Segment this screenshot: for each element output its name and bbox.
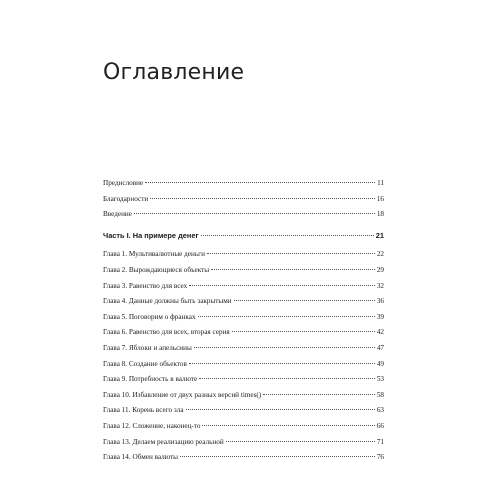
dot-leader: [198, 316, 375, 317]
toc-entry-title: Глава 11. Корень всего зла: [103, 406, 184, 415]
toc-entry-title: Глава 4. Данные должны быть закрытыми: [103, 297, 232, 306]
toc-entry-title: Глава 3. Равенство для всех: [103, 281, 188, 290]
toc-entry-page: 53: [376, 375, 384, 384]
toc-entry-page: 47: [376, 343, 384, 352]
toc-entry-page: 11: [377, 179, 384, 187]
toc-entry-chapter-13[interactable]: [103, 435, 384, 451]
dot-leader: [207, 253, 375, 254]
toc-entry-page: 22: [376, 250, 384, 259]
toc-entry-page: 18: [376, 210, 384, 219]
dot-leader: [232, 331, 375, 332]
toc-entry-title: Глава 1. Мультивалютные деньги: [103, 250, 205, 259]
toc-entry-page: 39: [376, 312, 384, 321]
toc-entry-page: 16: [376, 194, 384, 203]
dot-leader: [134, 213, 375, 214]
toc-entry-title: Предисловие: [103, 179, 144, 187]
toc-entry-chapter-10[interactable]: [103, 388, 384, 404]
toc-entry-preface[interactable]: [103, 176, 384, 192]
toc-entry-part-1[interactable]: [103, 228, 384, 244]
dot-leader: [211, 269, 375, 270]
toc-entry-page: 58: [376, 390, 384, 399]
toc-entry-chapter-9[interactable]: [103, 372, 384, 388]
dot-leader: [150, 198, 375, 199]
toc-entry-title: Глава 2. Вырождающиеся объекты: [103, 265, 210, 274]
toc-entry-page: 49: [376, 359, 384, 368]
toc-part-page: 21: [375, 230, 384, 240]
toc-entry-title: Глава 5. Поговорим о франках: [103, 312, 196, 321]
toc-entry-chapter-5[interactable]: [103, 310, 384, 326]
toc-entry-chapter-6[interactable]: [103, 325, 384, 341]
toc-entry-page: 29: [376, 265, 384, 274]
toc-entry-title: Введение: [103, 210, 132, 219]
page-title: Оглавление: [103, 59, 245, 85]
table-of-contents: [103, 176, 384, 466]
toc-entry-title: Глава 6. Равенство для всех, вторая серия: [103, 328, 230, 337]
toc-entry-chapter-12[interactable]: [103, 419, 384, 435]
dot-leader: [263, 394, 375, 395]
toc-entry-title: Глава 12. Сложение, наконец-то: [103, 421, 201, 430]
dot-leader: [201, 235, 374, 236]
toc-entry-chapter-11[interactable]: [103, 403, 384, 419]
toc-entry-title: Глава 9. Потребность в валюте: [103, 375, 198, 384]
toc-entry-title: Глава 13. Делаем реализацию реальной: [103, 437, 224, 446]
toc-entry-acknowledgements[interactable]: [103, 192, 384, 208]
toc-entry-page: 42: [376, 328, 384, 337]
toc-entry-chapter-2[interactable]: [103, 263, 384, 279]
dot-leader: [189, 363, 375, 364]
toc-entry-title: Глава 7. Яблоки и апельсины: [103, 343, 192, 352]
dot-leader: [202, 425, 374, 426]
dot-leader: [186, 409, 375, 410]
toc-entry-chapter-1[interactable]: [103, 247, 384, 263]
dot-leader: [145, 182, 375, 183]
toc-entry-chapter-4[interactable]: [103, 294, 384, 310]
dot-leader: [234, 300, 375, 301]
dot-leader: [199, 378, 375, 379]
toc-entry-title: Глава 8. Создание объектов: [103, 359, 187, 368]
toc-entry-page: 63: [376, 406, 384, 415]
dot-leader: [189, 285, 375, 286]
toc-entry-page: 32: [376, 281, 384, 290]
toc-entry-chapter-8[interactable]: [103, 357, 384, 373]
toc-entry-chapter-3[interactable]: [103, 279, 384, 295]
dot-leader: [180, 456, 375, 457]
toc-entry-introduction[interactable]: [103, 207, 384, 223]
dot-leader: [226, 441, 375, 442]
toc-entry-title: Благодарности: [103, 194, 149, 203]
toc-entry-chapter-7[interactable]: [103, 341, 384, 357]
toc-entry-page: 71: [376, 437, 384, 446]
toc-entry-page: 36: [376, 297, 384, 306]
toc-entry-title: Глава 10. Избавление от двух разных версий times(): [103, 390, 262, 399]
toc-entry-page: 76: [376, 453, 384, 462]
toc-entry-title: Глава 14. Обмен валюты: [103, 453, 179, 462]
toc-entry-chapter-14[interactable]: [103, 450, 384, 466]
toc-part-title: Часть I. На примере денег: [103, 230, 199, 240]
dot-leader: [194, 347, 375, 348]
toc-entry-page: 66: [376, 421, 384, 430]
